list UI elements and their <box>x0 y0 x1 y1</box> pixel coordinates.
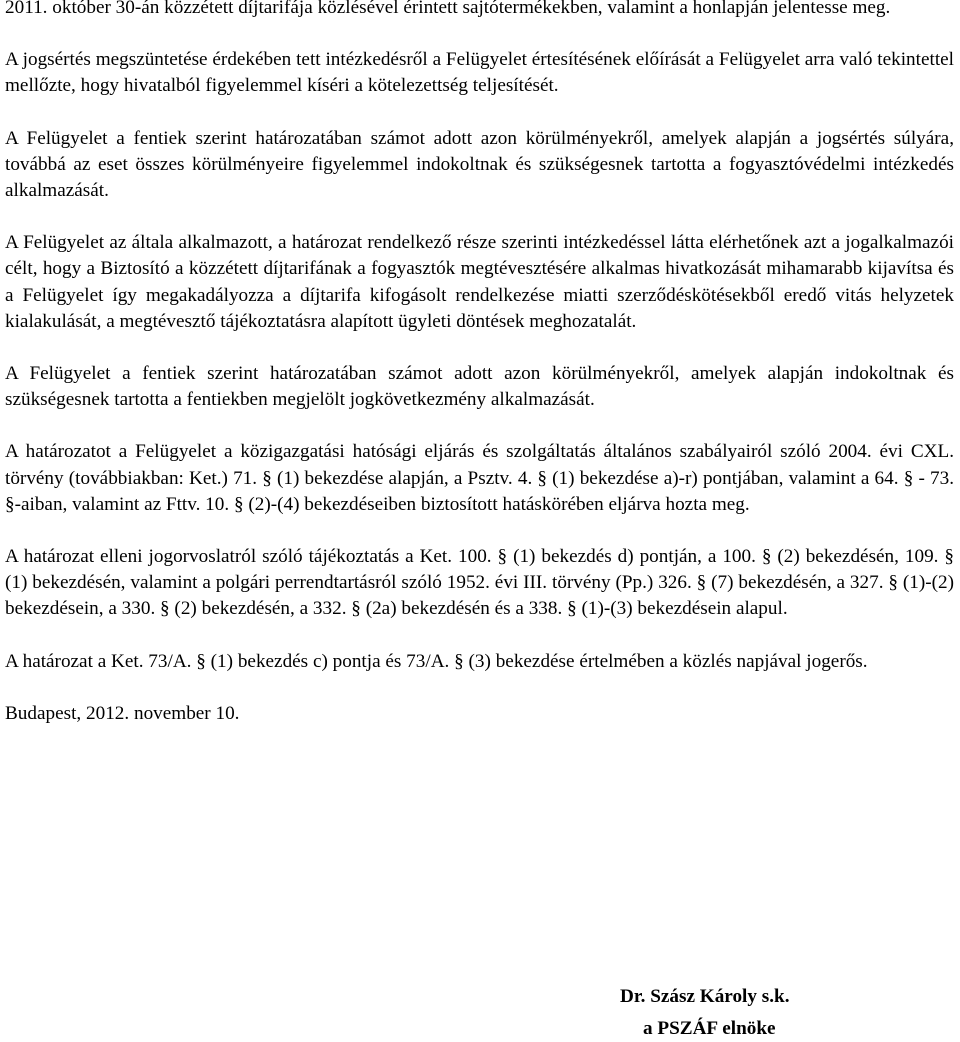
paragraph-4: A Felügyelet az általa alkalmazott, a határozat rendelkező része szerinti intézkedéssel látta elérhetőnek azt a jogalkalmazói célt, hogy a Biztosító a közzétett díjtarifának a fogyasztók megtévesztésére alkalmas hivatkozását mihamarabb kijavítsa és a Felügyelet így megakadályozza a díjtarifa kifogásolt rendelkezése miatti szerződéskötésekből eredő vitás helyzetek kialakulását, a megtévesztő tájékoztatásra alapított ügyleti döntések meghozatalát. <box>5 232 954 332</box>
paragraph-1: 2011. október 30-án közzétett díjtarifája közlésével érintett sajtótermékekben, valamint a honlapján jelentesse meg. <box>5 0 891 18</box>
paragraph-7: A határozat elleni jogorvoslatról szóló tájékoztatás a Ket. 100. § (1) bekezdés d) pontján, a 100. § (2) bekezdésén, 109. § (1) bekezdésén, valamint a polgári perrendtartásról szóló 1952. évi III. törvény (Pp.) 326. § (7) bekezdésén, a 327. § (1)-(2) bekezdésein, a 330. § (2) bekezdésén, a 332. § (2a) bekezdésén és a 338. § (1)-(3) bekezdésein alapul. <box>5 546 954 620</box>
paragraph-6: A határozatot a Felügyelet a közigazgatási hatósági eljárás és szolgáltatás általános szabályairól szóló 2004. évi CXL. törvény (továbbiakban: Ket.) 71. § (1) bekezdése alapján, a Psztv. 4. § (1) bekezdése a)-r) pontjában, valamint a 64. § - 73. §-aiban, valamint az Fttv. 10. § (2)-(4) bekezdéseiben biztosított hatáskörében eljárva hozta meg. <box>5 441 954 515</box>
paragraph-5: A Felügyelet a fentiek szerint határozatában számot adott azon körülményekről, amelyek alapján indokoltnak és szükségesnek tartotta a fentiekben megjelölt jogkövetkezmény alkalmazását. <box>5 363 954 411</box>
signature-name: Dr. Szász Károly s.k. <box>620 986 790 1007</box>
paragraph-8: A határozat a Ket. 73/A. § (1) bekezdés c) pontja és 73/A. § (3) bekezdése értelmében a közlés napjával jogerős. <box>5 650 868 672</box>
signature-title: a PSZÁF elnöke <box>643 1018 776 1039</box>
document-body <box>5 0 954 727</box>
date-line: Budapest, 2012. november 10. <box>5 702 240 724</box>
paragraph-2: A jogsértés megszüntetése érdekében tett intézkedésről a Felügyelet értesítésének előírását a Felügyelet arra való tekintettel mellőzte, hogy hivatalból figyelemmel kíséri a kötelezettség teljesítését. <box>5 49 954 97</box>
paragraph-3: A Felügyelet a fentiek szerint határozatában számot adott azon körülményekről, amelyek alapján a jogsértés súlyára, továbbá az eset összes körülményeire figyelemmel indokoltnak és szükségesnek tartotta a fogyasztóvédelmi intézkedés alkalmazását. <box>5 127 954 202</box>
